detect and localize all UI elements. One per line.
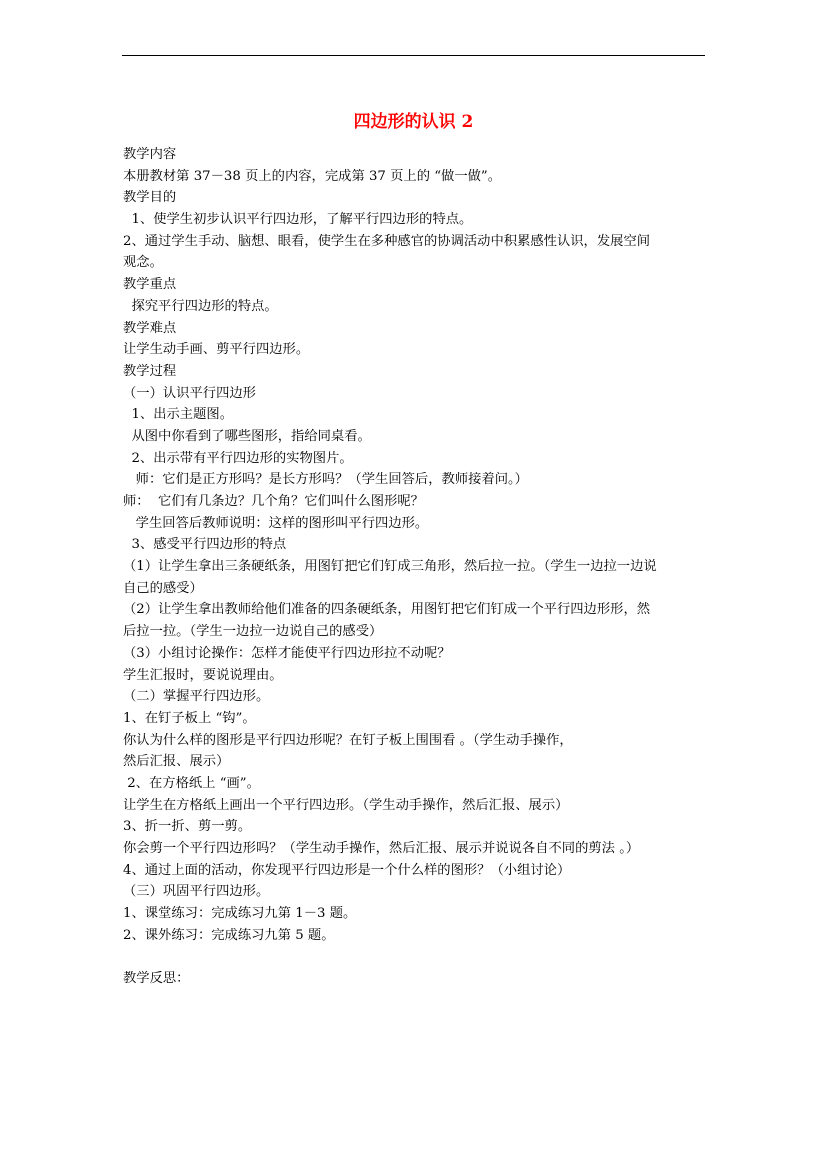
heading-key-points: 教学重点 xyxy=(123,277,177,293)
paragraph: 让学生动手画、剪平行四边形。 xyxy=(123,342,310,358)
paragraph: 学生回答后教师说明：这样的图形叫平行四边形。 xyxy=(123,515,429,531)
section-heading: （二）掌握平行四边形。 xyxy=(123,689,270,705)
paragraph: 后拉一拉。（学生一边拉一边说自己的感受） xyxy=(123,624,383,640)
document-title: 四边形的认识 2 xyxy=(353,112,474,132)
blank-line xyxy=(123,946,708,968)
paragraph: 自己的感受） xyxy=(123,580,203,596)
paragraph: 学生汇报时，要说说理由。 xyxy=(123,667,283,683)
paragraph: 1、课堂练习：完成练习九第 1－3 题。 xyxy=(123,906,357,922)
paragraph: 2、课外练习：完成练习九第 5 题。 xyxy=(123,927,335,943)
paragraph: 师： 它们有几条边？几个角？它们叫什么图形呢？ xyxy=(123,494,424,509)
paragraph: （3）小组讨论操作：怎样才能使平行四边形拉不动呢？ xyxy=(123,645,451,661)
paragraph: 1、在钉子板上 “钩”。 xyxy=(123,710,256,726)
paragraph: 3、折一折、剪一剪。 xyxy=(123,819,252,835)
paragraph: 探究平行四边形的特点。 xyxy=(123,298,278,314)
paragraph: （1）让学生拿出三条硬纸条，用图钉把它们钉成三角形，然后拉一拉。（学生一边拉一边说 xyxy=(123,559,657,575)
paragraph: 1、出示主题图。 xyxy=(123,407,233,423)
paragraph: 观念。 xyxy=(123,255,163,271)
header-rule xyxy=(122,55,705,56)
paragraph: 4、通过上面的活动，你发现平行四边形是一个什么样的图形？（小组讨论） xyxy=(123,862,571,878)
heading-difficulties: 教学难点 xyxy=(123,320,177,336)
paragraph: 让学生在方格纸上画出一个平行四边形。（学生动手操作，然后汇报、展示） xyxy=(123,797,569,813)
paragraph: 然后汇报、展示） xyxy=(123,754,230,770)
section-heading: （一）认识平行四边形 xyxy=(123,385,256,401)
paragraph: 本册教材第 37－38 页上的内容，完成第 37 页上的 “做一做”。 xyxy=(123,168,502,184)
paragraph: 2、在方格纸上 “画”。 xyxy=(123,775,260,791)
paragraph: 2、出示带有平行四边形的实物图片。 xyxy=(123,450,353,466)
paragraph: 3、感受平行四边形的特点 xyxy=(123,537,287,553)
heading-process: 教学过程 xyxy=(123,363,177,379)
paragraph: 你会剪一个平行四边形吗？（学生动手操作，然后汇报、展示并说说各自不同的剪法 。） xyxy=(123,841,640,856)
paragraph: 2、通过学生手动、脑想、眼看，使学生在多种感官的协调活动中积累感性认识，发展空间 xyxy=(123,233,651,249)
heading-reflection: 教学反思： xyxy=(123,971,190,987)
paragraph: （2）让学生拿出教师给他们准备的四条硬纸条，用图钉把它们钉成一个平行四边形形，然 xyxy=(123,602,651,618)
heading-objectives: 教学目的 xyxy=(123,190,177,206)
paragraph: 从图中你看到了哪些图形，指给同桌看。 xyxy=(123,428,371,444)
section-heading: （三）巩固平行四边形。 xyxy=(123,884,270,900)
document-body xyxy=(123,144,708,990)
paragraph: 1、使学生初步认识平行四边形，了解平行四边形的特点。 xyxy=(123,212,473,228)
paragraph: 师：它们是正方形吗？是长方形吗？（学生回答后，教师接着问。） xyxy=(123,472,528,488)
heading-content: 教学内容 xyxy=(123,147,177,162)
paragraph: 你认为什么样的图形是平行四边形呢？在钉子板上围围看 。（学生动手操作， xyxy=(123,732,573,748)
